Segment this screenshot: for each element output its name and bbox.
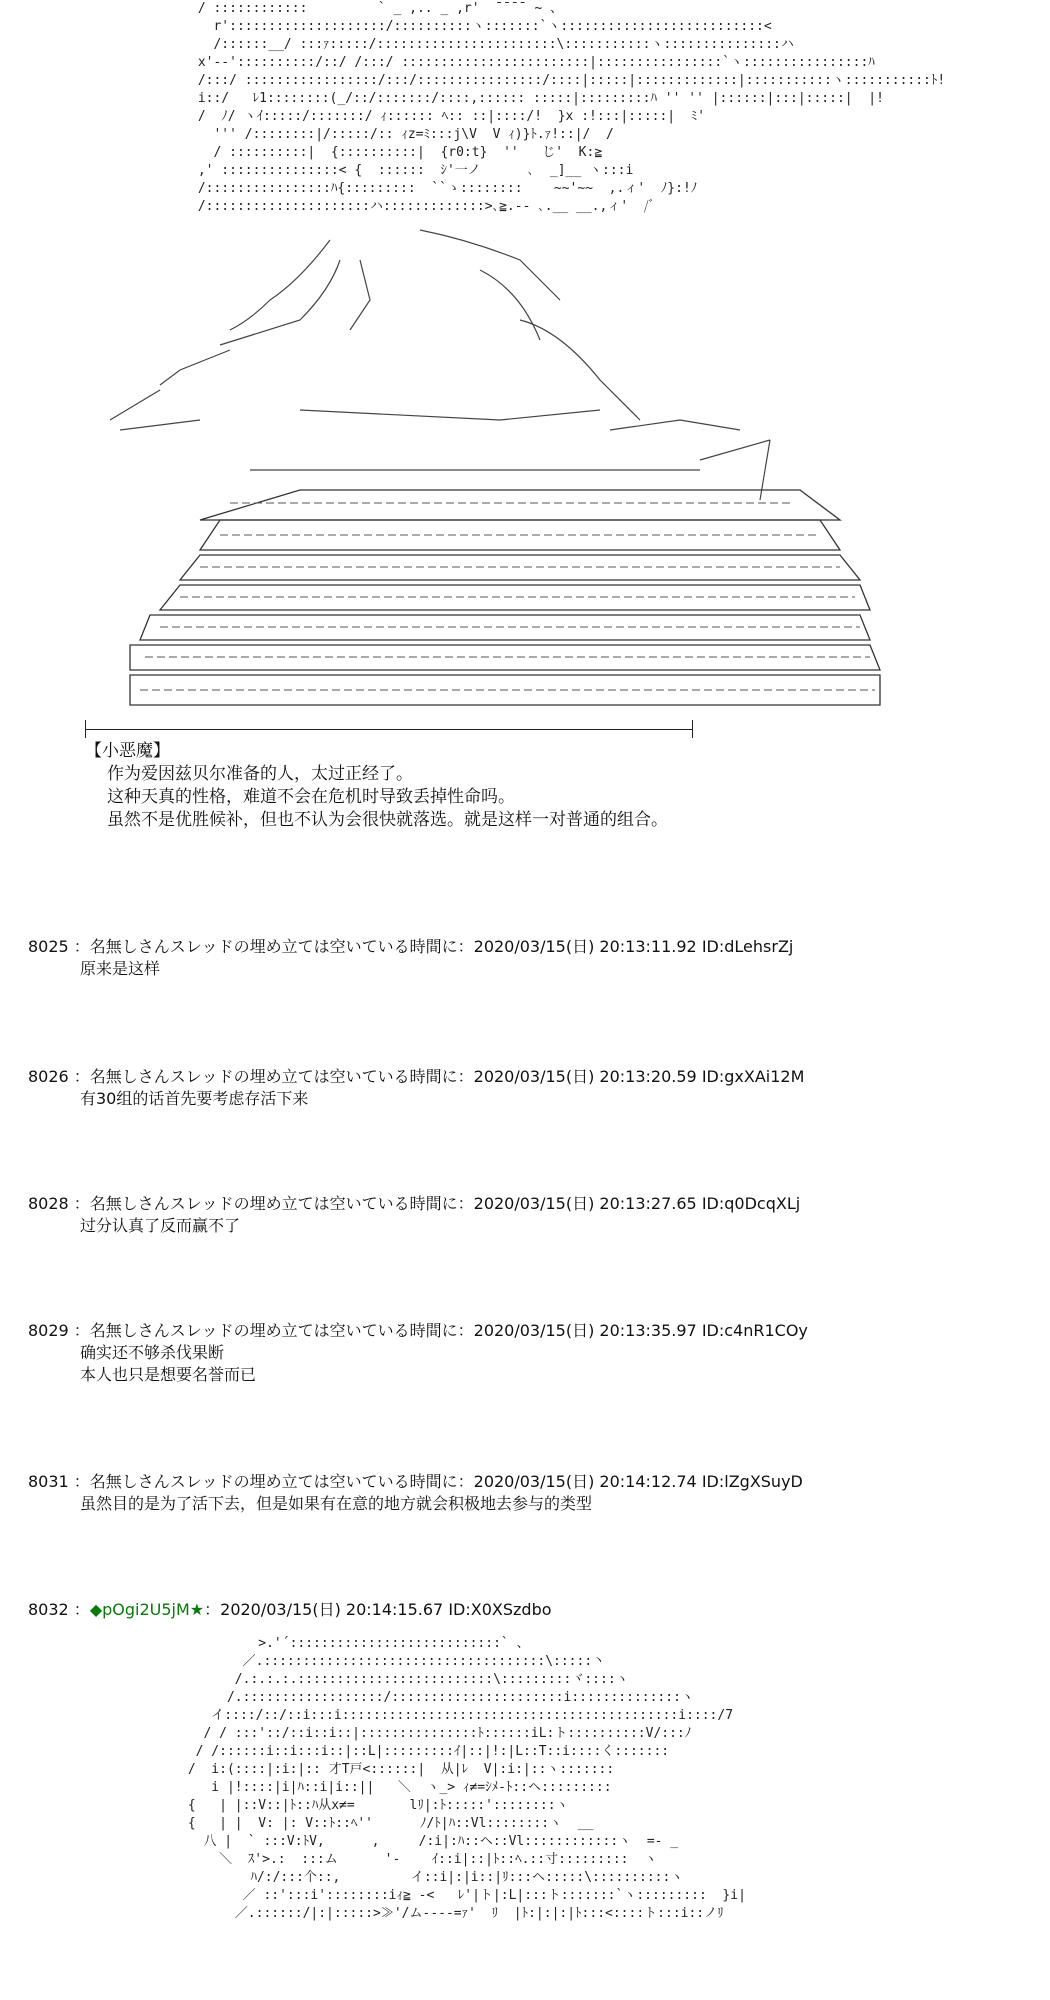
post-meta: ：2020/03/15(日) 20:14:15.67 ID:X0XSzdbo: [204, 1600, 552, 1619]
post-header: 8026 ：名無しさんスレッドの埋め立ては空いている時間に：2020/03/15(日) 20:13:20.59 ID:gxXAi12M: [28, 1067, 805, 1086]
post-header: [28, 1599, 552, 1621]
post-header: 8025 ：名無しさんスレッドの埋め立ては空いている時間に：2020/03/15(日) 20:13:11.92 ID:dLehsrZj: [28, 937, 794, 956]
post-number: 8032 ：: [28, 1600, 90, 1619]
post-body: 原来是这样: [80, 959, 161, 978]
post-body: 确实还不够杀伐果断 本人也只是想要名誉而已: [80, 1343, 257, 1384]
ascii-art-top: / :::::::::::: ` _ ,.. _ ,r' ̄ ̄ ̄ ̄ ~ 、 r'::::::::::::::::::::/::::::::::ヽ:::::::`ヽ::::::::::::::::::::::::::< /::::::__/ :::ｧ:::::/:::::::::::::::::::::::\:::::::::::ヽ:::::::::::::::ハ x'‐‐'::::::::::/::/ /:::/ ::::::::::::::::::::::::|::::::::::::::::`ヽ::::::::::::::::ﾊ /:::/ :::::::::::::::::/:::/::::::::::::::::/::::|:::::|:::::::::::::|:::::::::::ヽ:::::::::::ﾄ! i::/ ﾚ1::::::::(_/::/:::::::/::::,:::::: :::::|:::::::::ﾊ '' '' |::::::|:::|:::::| |! / ﾉ/ ヽｲ:::::/:::::::/ ｨ:::::: ﾍ:: ::|::::/! }x :!:::|:::::| ﾐ' ''' /::::::::|/:::::/:: ｨz=ﾐ:::j\V V ｨ)}ﾄ.ｧ!::|/ / / ::::::::::| {::::::::::| {r0:t} '' じ' K:≧ ,' :::::::::::::::< { :::::: ｼ'一ノ ､ _]__ ヽ:::i /::::::::::::::::ﾊ{::::::::: ``ゝ:::::::: ~~'~~ ,.ィ' ﾉ}:!ﾉ /:::::::::::::::::::::ハ:::::::::::::>､≧.-- ､.__ __.,ィ' /ﾞ: [197, 1, 946, 214]
post-header: 8031 ：名無しさんスレッドの埋め立ては空いている時間に：2020/03/15(日) 20:14:12.74 ID:lZgXSuyD: [28, 1472, 803, 1491]
divider-left-tick: [85, 720, 86, 738]
post-body: 虽然目的是为了活下去，但是如果有在意的地方就会积极地去参与的类型: [80, 1494, 593, 1513]
post-8032: [28, 1599, 552, 1621]
trip-code: ◆pOgi2U5jM: [89, 1600, 190, 1619]
post-8031: [28, 1471, 803, 1515]
caption-line: 虽然不是优胜候补，但也不认为会很快就落选。就是这样一对普通的组合。: [107, 810, 668, 830]
caption-speaker: 【小恶魔】: [85, 741, 170, 761]
caption-divider: [85, 729, 693, 730]
caption-line: 作为爱因兹贝尔准备的人，太过正经了。: [107, 764, 413, 784]
divider-right-tick: [692, 720, 693, 738]
post-body: 过分认真了反而赢不了: [80, 1216, 241, 1235]
post-body: 有30组的话首先要考虑存活下来: [80, 1089, 309, 1108]
post-8025: [28, 936, 793, 980]
ascii-art-bottom: >.'´:::::::::::::::::::::::::::` 、 ／.::::::::::::::::::::::::::::::::::::\:::::丶 /.:.:.:.:::::::::::::::::::::::::\:::::::::ヾ::::ヽ /.::::::::::::::::::/::::::::::::::::::::::i::::::::::::::ヽ イ::::/::/::i:::i:::::::::::::::::::::::::::::::::::::::::::i::::/7 / / :::'::/::i::i::|:::::::::::::::ﾄ::::::iL:ト::::::::::V/:::ﾉ / /::::::i::i:::i::|::L|:::::::::ｲ|::|!:|L::T::i::::く::::::: / i:(::::|:i:|:: 才T戸<::::::| 从|ﾚ V|:i:|::ヽ::::::: i |!::::|i|ﾊ::i|i::|| ＼ ヽ_> ｨ≠=ｼﾒ-ﾄ::ヘ::::::::: { | |::V::|ﾄ::ﾊ从x≠= lﾘ|:ﾄ:::::'::::::::ヽ { | | V: |: V::ﾄ::ﾍ'' ﾉ/ﾄ|ﾊ::Vl::::::::ヽ __ 八 | ` :::V:ﾄV, , /:i|:ﾊ::ヘ::Vl::::::::::::ヽ =- _ ＼ ｽ'>.: :::ム '- ｲ::i|::|ﾄ::ﾍ.::寸::::::::: ヽ ﾊ/:/:::个::, イ::i|:|i::|ﾘ:::ヘ:::::\::::::::::ヽ ／ ::':::i'::::::::iｨ≧ -< ﾚ'|ト|:L|:::ト:::::::`ヽ::::::::: }i| ／.::::::/|:|:::::>≫'/ム----=ｧ' ﾘ |ﾄ:|:|:|ﾄ:::<::::ト:::i::ノﾘ: [187, 1636, 746, 1921]
caption-block: [85, 740, 668, 832]
star-icon: ★: [189, 1600, 205, 1619]
caption-line: 这种天真的性格，难道不会在危机时导致丢掉性命吗。: [107, 787, 515, 807]
post-header: 8029 ：名無しさんスレッドの埋め立ては空いている時間に：2020/03/15(日) 20:13:35.97 ID:c4nR1COy: [28, 1321, 808, 1340]
post-header: 8028 ：名無しさんスレッドの埋め立ては空いている時間に：2020/03/15(日) 20:13:27.65 ID:q0DcqXLj: [28, 1194, 801, 1213]
post-8028: [28, 1193, 800, 1237]
post-8026: [28, 1066, 804, 1110]
post-8029: [28, 1320, 808, 1386]
